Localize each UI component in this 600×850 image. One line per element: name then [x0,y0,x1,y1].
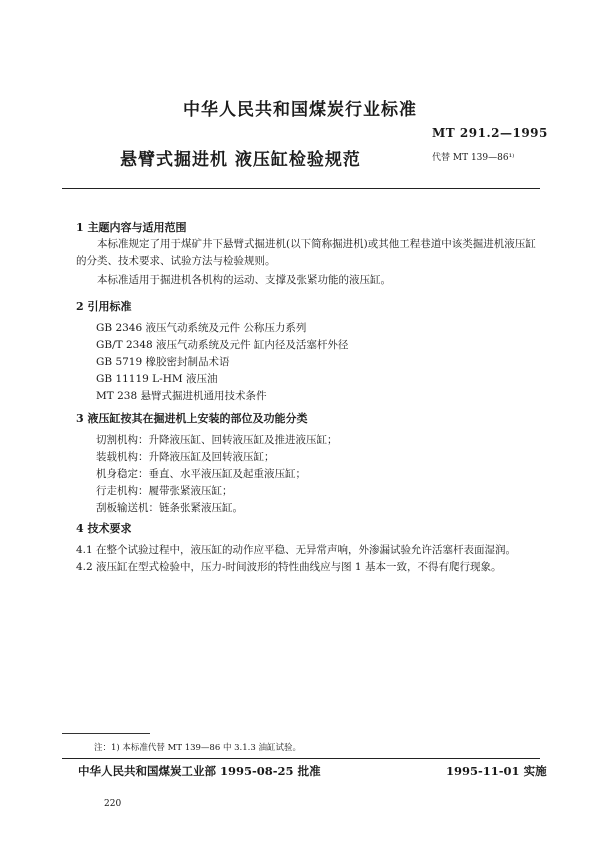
classification-item: 行走机构：履带张紧液压缸； [96,485,233,497]
section-1-paragraph-1: 本标准规定了用于煤矿井下悬臂式掘进机(以下简称掘进机)或其他工程巷道中该类掘进机液压缸的分类、技术要求、试验方法与检验规则。 [76,238,536,267]
clause-4-1: 4.1 在整个试验过程中，液压缸的动作应平稳、无异常声响，外渗漏试验允许活塞杆表面湿润。 [76,544,517,556]
classification-item: 切割机构：升降液压缸、回转液压缸及推进液压缸； [96,434,338,446]
section-2-heading: 2 引用标准 [76,300,132,313]
footer-rule [62,758,540,759]
classification-item: 刮板输送机：链条张紧液压缸。 [96,502,243,514]
section-3-heading: 3 液压缸按其在掘进机上安装的部位及功能分类 [76,412,308,425]
footnote-rule [62,733,150,734]
page-number: 220 [104,799,122,809]
clause-4-2: 4.2 液压缸在型式检验中，压力-时间波形的特性曲线应与图 1 基本一致，不得有爬行现象。 [76,561,502,573]
footnote: 注：1) 本标准代替 MT 139—86 中 3.1.3 油缸试验。 [94,743,301,753]
classification-item: 机身稳定：垂直、水平液压缸及起重液压缸； [96,468,306,480]
implementation-date: 1995-11-01 实施 [446,764,547,778]
header-rule [62,188,540,189]
classification-item: 装载机构：升降液压缸及回转液压缸； [96,451,275,463]
reference-item: MT 238 悬臂式掘进机通用技术条件 [96,390,267,402]
standard-code: MT 291.2—1995 [432,126,548,140]
document-title: 悬臂式掘进机 液压缸检验规范 [120,150,361,170]
approval-line: 中华人民共和国煤炭工业部 1995-08-25 批准 [78,764,321,778]
reference-item: GB 11119 L-HM 液压油 [96,373,218,385]
reference-item: GB 2346 液压气动系统及元件 公称压力系列 [96,322,307,334]
section-1-heading: 1 主题内容与适用范围 [76,221,187,234]
section-1-paragraph-2: 本标准适用于掘进机各机构的运动、支撑及张紧功能的液压缸。 [97,274,391,286]
section-4-heading: 4 技术要求 [76,522,132,535]
reference-item: GB/T 2348 液压气动系统及元件 缸内径及活塞杆外径 [96,339,349,351]
issuing-organization: 中华人民共和国煤炭行业标准 [183,100,417,120]
reference-item: GB 5719 橡胶密封制品术语 [96,356,230,368]
replaces-note: 代替 MT 139—86¹⁾ [432,153,515,163]
